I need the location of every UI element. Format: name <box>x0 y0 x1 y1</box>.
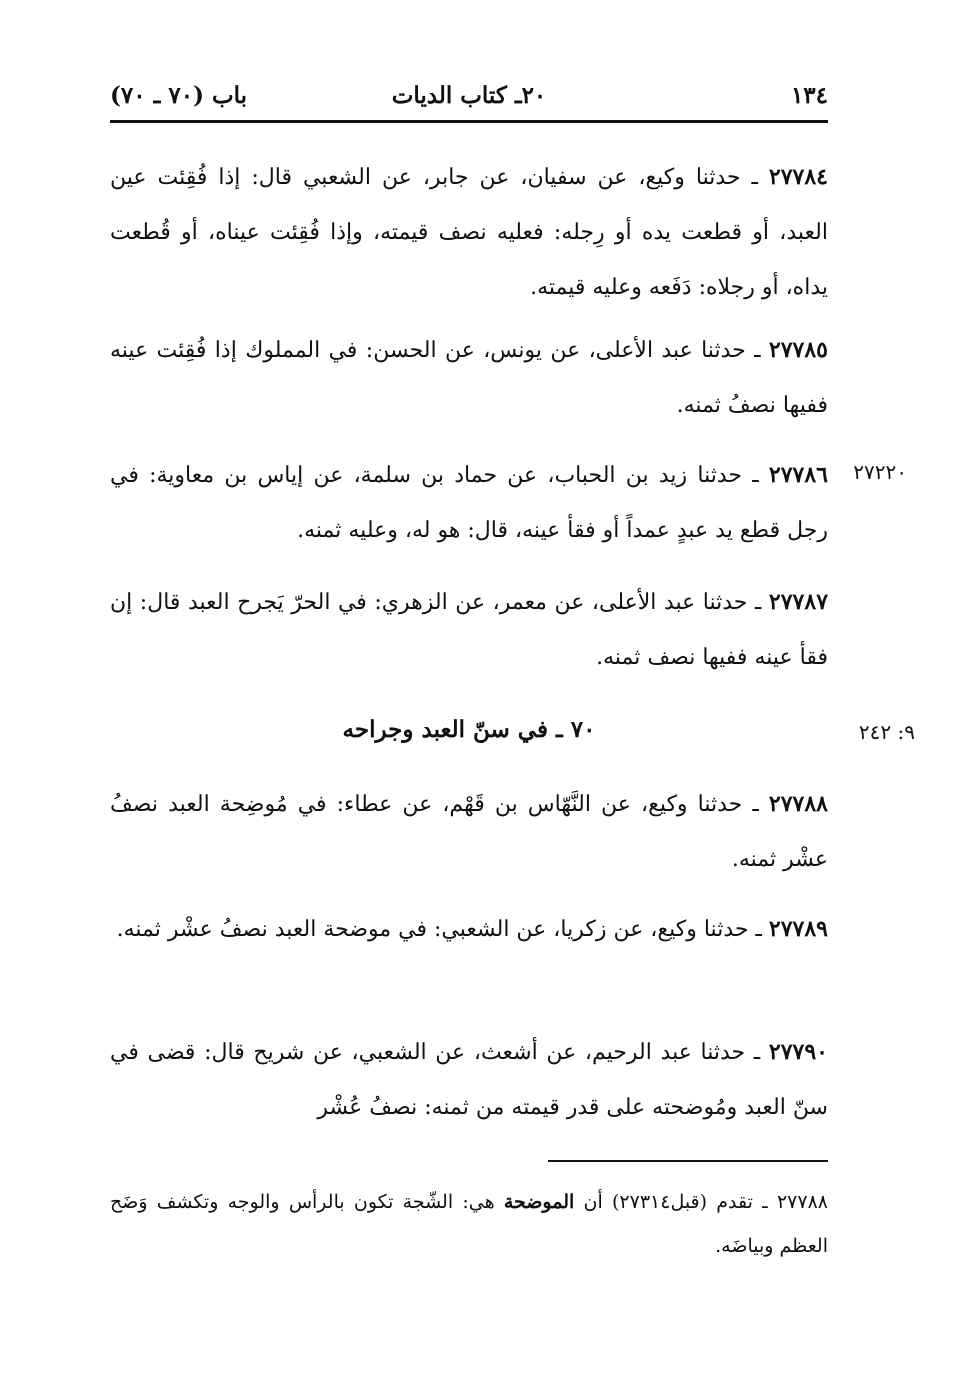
footnote-term: الموضحة <box>503 1191 575 1213</box>
book-title: ٢٠ـ كتاب الديات <box>391 82 547 109</box>
hadith-dash: ـ <box>745 338 769 363</box>
hadith-entry-27789 <box>110 902 828 957</box>
hadith-number: ٢٧٧٨٤ <box>768 164 828 190</box>
footnote <box>110 1180 828 1268</box>
hadith-number: ٢٧٧٩٠ <box>768 1039 828 1065</box>
hadith-text: حدثنا وكيع، عن سفيان، عن جابر، عن الشعبي قال: إذا فُقِئت عين العبد، أو قطعت يده أو رِجله: فعليه نصف قيمته، وإذا فُقِئت عيناه، أو قُطعت يداه، أو رجلاه: دَفَعه وعليه قيمته. <box>110 165 828 300</box>
hadith-dash: ـ <box>740 165 769 190</box>
hadith-entry-27784 <box>110 150 828 315</box>
hadith-number: ٢٧٧٨٩ <box>768 916 828 942</box>
hadith-text: حدثنا وكيع، عن النَّهّاس بن قَهْم، عن عطاء: في مُوضِحة العبد نصفُ عشْر ثمنه. <box>110 792 828 872</box>
hadith-text: حدثنا زيد بن الحباب، عن حماد بن سلمة، عن إياس بن معاوية: في رجل قطع يد عبدٍ عمداً أو فقأ عينه، قال: هو له، وعليه ثمنه. <box>110 463 828 543</box>
hadith-entry-27785 <box>110 323 828 433</box>
page-header <box>110 78 828 118</box>
hadith-text: حدثنا عبد الأعلى، عن معمر، عن الزهري: في الحرّ يَجرح العبد قال: إن فقأ عينه ففيها نصف ثمنه. <box>110 590 828 670</box>
hadith-entry-27790 <box>110 1025 828 1135</box>
hadith-number: ٢٧٧٨٨ <box>768 791 828 817</box>
footnote-prefix: ٢٧٧٨٨ ـ تقدم (قبل٢٧٣١٤) أن <box>574 1191 828 1213</box>
hadith-dash: ـ <box>747 590 769 615</box>
hadith-text: حدثنا عبد الرحيم، عن أشعث، عن الشعبي، عن شريح قال: قضى في سنّ العبد ومُوضحته على قدر قيمته من ثمنه: نصفُ عُشْر <box>110 1040 828 1120</box>
page-number: ١٣٤ <box>790 82 828 109</box>
header-divider <box>110 120 828 123</box>
hadith-dash: ـ <box>742 792 769 817</box>
chapter-margin-reference: ٩: ٢٤٢ <box>858 720 915 744</box>
hadith-entry-27786 <box>110 448 828 558</box>
hadith-text: حدثنا وكيع، عن زكريا، عن الشعبي: في موضحة العبد نصفُ عشْر ثمنه. <box>116 917 749 942</box>
hadith-number: ٢٧٧٨٥ <box>768 337 828 363</box>
hadith-number: ٢٧٧٨٦ <box>768 462 828 488</box>
hadith-entry-27787 <box>110 575 828 685</box>
hadith-dash: ـ <box>742 463 769 488</box>
hadith-dash: ـ <box>748 917 769 942</box>
hadith-number: ٢٧٧٨٧ <box>768 589 829 615</box>
footnote-divider <box>548 1160 828 1162</box>
footnote-text: هي: الشّجة تكون بالرأس والوجه وتكشف وَضَح العظم وبياضَه. <box>110 1191 828 1257</box>
hadith-text: حدثنا عبد الأعلى، عن يونس، عن الحسن: في المملوك إذا فُقِئت عينه ففيها نصفُ ثمنه. <box>110 338 828 418</box>
chapter-heading: ٧٠ ـ في سنّ العبد وجراحه <box>342 716 596 743</box>
bab-label: باب (٧٠ ـ ٧٠) <box>110 82 248 109</box>
margin-reference: ٢٧٢٢٠ <box>853 460 907 484</box>
hadith-entry-27788 <box>110 777 828 887</box>
hadith-dash: ـ <box>745 1040 769 1065</box>
